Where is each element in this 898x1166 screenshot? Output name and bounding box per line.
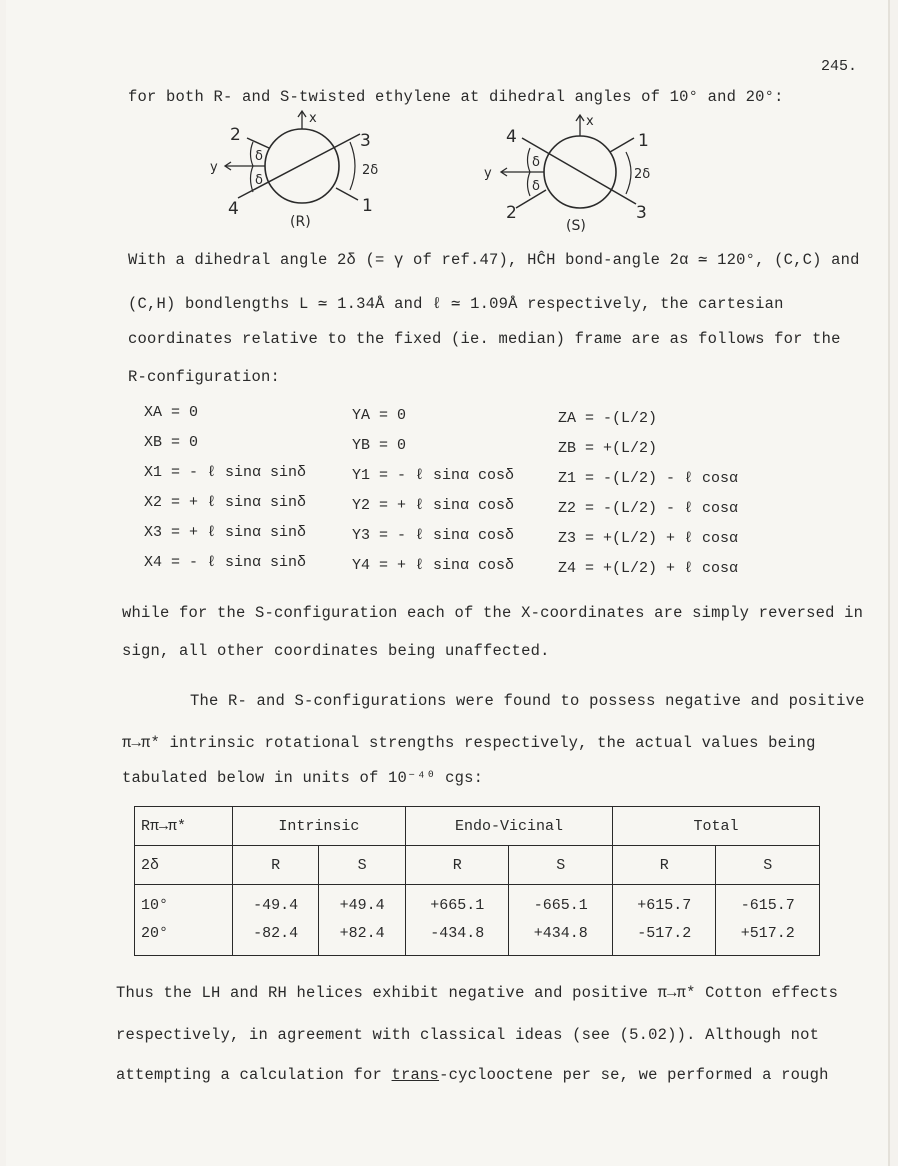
value: +82.4 xyxy=(339,925,385,942)
coord-y3: Y3 = - ℓ sinα cosδ xyxy=(352,527,515,544)
paragraph1-line4: R-configuration: xyxy=(128,368,281,386)
coord-yb: YB = 0 xyxy=(352,437,407,454)
paragraph3-line3: tabulated below in units of 10⁻⁴⁰ cgs: xyxy=(122,769,484,787)
paragraph1-line2: (C,H) bondlengths L ≃ 1.34Å and ℓ ≃ 1.09Å respectively, the cartesian xyxy=(128,295,784,313)
delta-lower-r: δ xyxy=(255,173,263,188)
header-total: Total xyxy=(612,807,819,846)
position-label-1-s: 1 xyxy=(638,131,649,151)
cell-intrinsic-r xyxy=(232,885,319,956)
cell-total-r xyxy=(612,885,716,956)
subheader-intrinsic-r: R xyxy=(232,846,319,885)
two-delta-s: 2δ xyxy=(634,167,651,182)
value: +434.8 xyxy=(533,925,588,942)
coord-x2: X2 = + ℓ sinα sinδ xyxy=(144,494,307,511)
coord-x1: X1 = - ℓ sinα sinδ xyxy=(144,464,307,481)
coord-y4: Y4 = + ℓ sinα cosδ xyxy=(352,557,515,574)
delta-upper-s: δ xyxy=(532,155,540,170)
position-label-4-s: 4 xyxy=(506,127,517,147)
coord-x3: X3 = + ℓ sinα sinδ xyxy=(144,524,307,541)
coord-xa: XA = 0 xyxy=(144,404,199,421)
table-corner-label: Rπ→π* xyxy=(135,807,233,846)
coord-z4: Z4 = +(L/2) + ℓ cosα xyxy=(558,560,739,577)
coord-z1: Z1 = -(L/2) - ℓ cosα xyxy=(558,470,739,487)
newman-diagram-s xyxy=(480,108,670,238)
axis-y-label-r: y xyxy=(210,160,218,175)
line3-before: attempting a calculation for xyxy=(116,1066,392,1084)
two-delta-r: 2δ xyxy=(362,163,379,178)
paragraph1-line1: With a dihedral angle 2δ (= γ of ref.47), HĈH bond-angle 2α ≃ 120°, (C,C) and xyxy=(128,251,860,269)
cell-intrinsic-s xyxy=(319,885,406,956)
value: +517.2 xyxy=(740,925,795,942)
paragraph1-line3: coordinates relative to the fixed (ie. median) frame are as follows for the xyxy=(128,330,841,348)
angle-10: 10° xyxy=(141,897,169,914)
document-page xyxy=(6,0,890,1166)
delta-upper-r: δ xyxy=(255,149,263,164)
coord-y2: Y2 = + ℓ sinα cosδ xyxy=(352,497,515,514)
paragraph4-line2: respectively, in agreement with classical ideas (see (5.02)). Although not xyxy=(116,1026,820,1044)
coord-ya: YA = 0 xyxy=(352,407,407,424)
coord-za: ZA = -(L/2) xyxy=(558,410,658,427)
cell-total-s xyxy=(716,885,820,956)
line3-after: -cyclooctene per se, we performed a rough xyxy=(439,1066,829,1084)
paragraph4-line3 xyxy=(116,1066,829,1084)
value: +49.4 xyxy=(339,897,385,914)
paragraph3-line1: The R- and S-configurations were found to possess negative and positive xyxy=(190,692,865,710)
angle-cell xyxy=(135,885,233,956)
rotational-strength-table xyxy=(134,806,820,956)
paragraph3-line2: π→π* intrinsic rotational strengths respectively, the actual values being xyxy=(122,734,816,752)
header-two-delta: 2δ xyxy=(135,846,233,885)
axis-y-label-s: y xyxy=(484,166,492,181)
coord-z2: Z2 = -(L/2) - ℓ cosα xyxy=(558,500,739,517)
angle-20: 20° xyxy=(141,925,169,942)
value: -517.2 xyxy=(637,925,692,942)
subheader-total-r: R xyxy=(612,846,716,885)
coord-zb: ZB = +(L/2) xyxy=(558,440,658,457)
header-intrinsic: Intrinsic xyxy=(232,807,405,846)
value: +615.7 xyxy=(637,897,692,914)
position-label-2-s: 2 xyxy=(506,203,517,223)
delta-lower-s: δ xyxy=(532,179,540,194)
cell-endo-s xyxy=(509,885,613,956)
diagram-label-s: (S) xyxy=(566,218,586,234)
value: -49.4 xyxy=(253,897,299,914)
value: -665.1 xyxy=(533,897,588,914)
subheader-endo-r: R xyxy=(405,846,509,885)
coord-y1: Y1 = - ℓ sinα cosδ xyxy=(352,467,515,484)
coord-x4: X4 = - ℓ sinα sinδ xyxy=(144,554,307,571)
paragraph2-line1: while for the S-configuration each of the X-coordinates are simply reversed in xyxy=(122,604,864,622)
paragraph4-line1: Thus the LH and RH helices exhibit negative and positive π→π* Cotton effects xyxy=(116,984,839,1002)
subheader-intrinsic-s: S xyxy=(319,846,406,885)
value: -615.7 xyxy=(740,897,795,914)
diagram-label-r: (R) xyxy=(290,214,311,230)
cell-endo-r xyxy=(405,885,509,956)
table-data-row xyxy=(135,885,820,956)
position-label-2-r: 2 xyxy=(230,125,241,145)
position-label-4-r: 4 xyxy=(228,199,239,219)
value: -434.8 xyxy=(430,925,485,942)
coord-xb: XB = 0 xyxy=(144,434,199,451)
trans-underlined: trans xyxy=(391,1066,440,1084)
position-label-3-r: 3 xyxy=(360,131,371,151)
value: -82.4 xyxy=(253,925,299,942)
coord-z3: Z3 = +(L/2) + ℓ cosα xyxy=(558,530,739,547)
position-label-1-r: 1 xyxy=(362,196,373,216)
position-label-3-s: 3 xyxy=(636,203,647,223)
page-number: 245. xyxy=(821,58,858,75)
subheader-total-s: S xyxy=(716,846,820,885)
subheader-endo-s: S xyxy=(509,846,613,885)
intro-line: for both R- and S-twisted ethylene at dihedral angles of 10° and 20°: xyxy=(128,88,784,106)
value: +665.1 xyxy=(430,897,485,914)
newman-diagram-r xyxy=(202,108,392,238)
axis-x-label-s: x xyxy=(586,114,594,129)
paragraph2-line2: sign, all other coordinates being unaffected. xyxy=(122,642,550,660)
axis-x-label-r: x xyxy=(309,111,317,126)
header-endo-vicinal: Endo-Vicinal xyxy=(405,807,612,846)
